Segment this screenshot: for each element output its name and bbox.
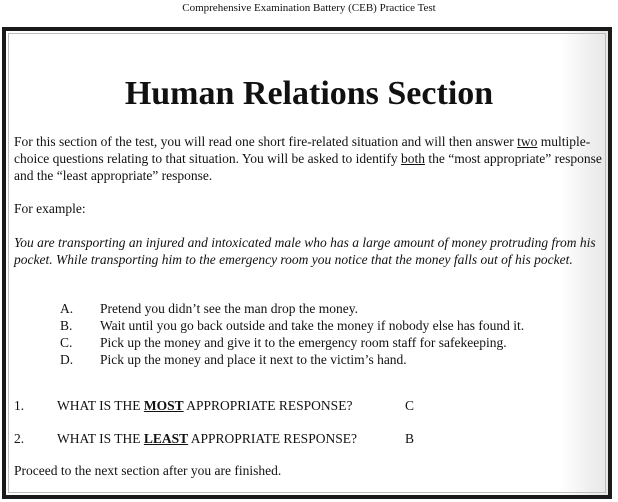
option-letter: D.	[60, 352, 74, 367]
question-text	[57, 430, 357, 447]
question-number: 2.	[14, 431, 25, 446]
document-header	[0, 0, 618, 24]
for-example-label: For example:	[14, 201, 86, 216]
question-answer: C	[405, 398, 415, 413]
option-c	[60, 334, 600, 351]
header-title: Comprehensive Examination Battery (CEB) Practice Test	[182, 2, 436, 14]
question-suffix: APPROPRIATE RESPONSE?	[188, 431, 357, 446]
intro-text-1: For this section of the test, you will read one short fire-related situation and will then answer	[14, 134, 518, 149]
intro-underline-both: both	[400, 151, 425, 166]
question-number: 1.	[14, 398, 25, 413]
intro-text-3: the “most appropriate” response and the “least appropriate” response.	[14, 151, 602, 183]
option-text: Wait until you go back outside and take the money if nobody else has found it.	[100, 318, 525, 333]
option-d	[60, 351, 600, 368]
option-b	[60, 317, 600, 334]
option-letter: A.	[60, 301, 74, 316]
option-text: Pretend you didn’t see the man drop the money.	[100, 301, 358, 316]
scenario-text: You are transporting an injured and intoxicated male who has a large amount of money protruding from his pocket. While transporting him to the emergency room you notice that the money falls out of his pocket.	[14, 235, 596, 267]
section-title: Human Relations Section	[124, 75, 494, 112]
option-letter: C.	[60, 335, 73, 350]
question-text	[57, 397, 352, 414]
option-text: Pick up the money and place it next to the victim’s hand.	[100, 352, 407, 367]
question-prefix: WHAT IS THE	[57, 431, 144, 446]
intro-paragraph	[14, 133, 604, 184]
question-suffix: APPROPRIATE RESPONSE?	[183, 398, 353, 413]
option-a	[60, 300, 600, 317]
answer-options	[60, 300, 600, 368]
intro-underline-two: two	[517, 134, 538, 149]
option-letter: B.	[60, 318, 73, 333]
question-emphasis: MOST	[143, 398, 184, 413]
question-prefix: WHAT IS THE	[57, 398, 144, 413]
question-emphasis: LEAST	[143, 431, 189, 446]
question-answer: B	[405, 431, 415, 446]
closing-instruction: Proceed to the next section after you are finished.	[14, 463, 282, 478]
intro-text-2: multiple-choice questions relating to that situation. You will be asked to identify	[14, 134, 591, 166]
option-text: Pick up the money and give it to the emergency room staff for safekeeping.	[100, 335, 507, 350]
